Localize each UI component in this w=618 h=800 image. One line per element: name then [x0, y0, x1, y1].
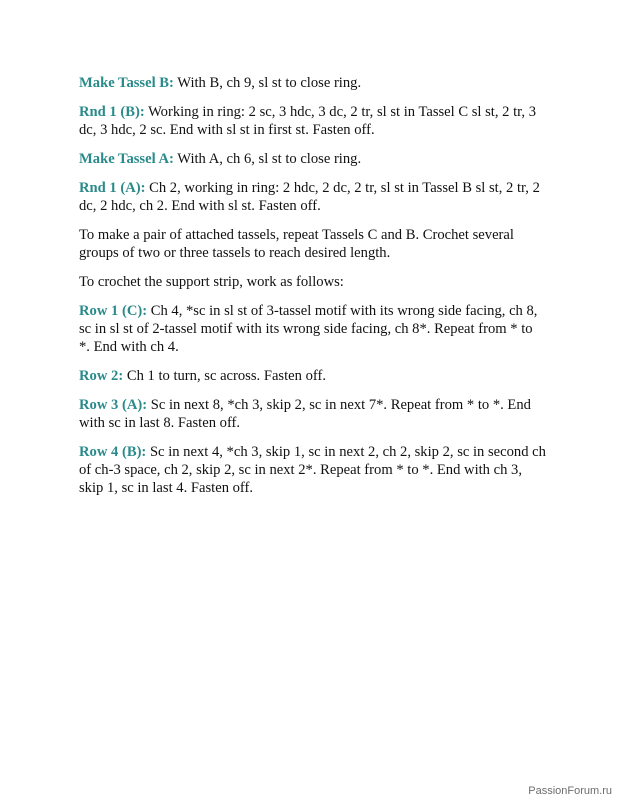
row-2-label: Row 2: [79, 368, 124, 384]
row-1-c-paragraph [79, 302, 547, 356]
support-strip-intro-text: To crochet the support strip, work as follows: [79, 274, 344, 290]
rnd-1-a-paragraph [79, 179, 547, 215]
rnd-1-a-label: Rnd 1 (A): [79, 180, 146, 196]
row-3-a-paragraph [79, 396, 547, 432]
site-watermark: PassionForum.ru [528, 785, 612, 797]
rnd-1-a-text: Ch 2, working in ring: 2 hdc, 2 dc, 2 tr, sl st in Tassel B sl st, 2 tr, 2 dc, 2 hdc, ch 2. End with sl st. Fasten off. [79, 180, 540, 214]
row-4-b-label: Row 4 (B): [79, 444, 147, 460]
make-tassel-b-text: With B, ch 9, sl st to close ring. [173, 75, 362, 91]
make-tassel-a-paragraph [79, 150, 547, 168]
make-tassel-a-label: Make Tassel A: [79, 151, 174, 167]
attached-tassels-text: To make a pair of attached tassels, repeat Tassels C and B. Crochet several groups of two or three tassels to reach desired length. [79, 227, 514, 261]
attached-tassels-paragraph [79, 226, 547, 262]
rnd-1-b-text: Working in ring: 2 sc, 3 hdc, 3 dc, 2 tr, sl st in Tassel C sl st, 2 tr, 3 dc, 3 hdc, 2 sc. End with sl st in first st. Fasten off. [79, 104, 537, 138]
make-tassel-b-paragraph [79, 74, 547, 92]
row-3-a-label: Row 3 (A): [79, 397, 148, 413]
rnd-1-b-label: Rnd 1 (B): [79, 104, 145, 120]
make-tassel-a-text: With A, ch 6, sl st to close ring. [173, 151, 362, 167]
row-4-b-text: Sc in next 4, *ch 3, skip 1, sc in next 2, ch 2, skip 2, sc in second ch of ch-3 space, ch 2, skip 2, sc in next 2*. Repeat from * to *. End with ch 3, skip 1, sc in last 4. Fasten off. [79, 444, 546, 496]
row-1-c-label: Row 1 (C): [79, 303, 148, 319]
row-1-c-text: Ch 4, *sc in sl st of 3-tassel motif with its wrong side facing, ch 8, sc in sl st of 2-tassel motif with its wrong side facing, ch 8*. Repeat from * to *. End with ch 4. [79, 303, 538, 355]
make-tassel-b-label: Make Tassel B: [79, 75, 174, 91]
row-4-b-paragraph [79, 443, 547, 497]
support-strip-intro-paragraph [79, 273, 547, 291]
rnd-1-b-paragraph [79, 103, 547, 139]
document-body [79, 74, 547, 508]
row-2-text: Ch 1 to turn, sc across. Fasten off. [123, 368, 326, 384]
row-3-a-text: Sc in next 8, *ch 3, skip 2, sc in next 7*. Repeat from * to *. End with sc in last 8. Fasten off. [79, 397, 531, 431]
row-2-paragraph [79, 367, 547, 385]
